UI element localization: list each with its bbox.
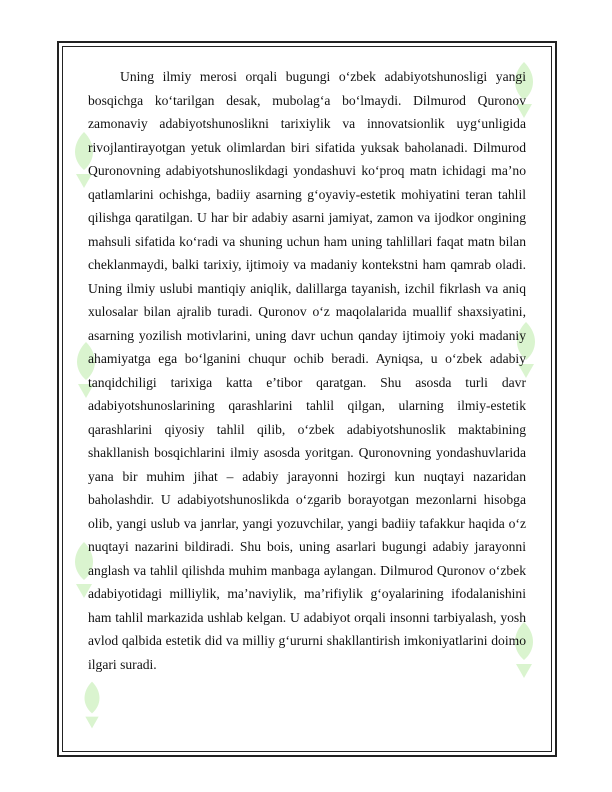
body-paragraph: Uning ilmiy merosi orqali bugungi o‘zbek adabiyotshunosligi yangi bosqichga ko‘tarilgan desak, mubolag‘a bo‘lmaydi. Dilmurod Quronov zamonaviy adabiyotshunoslikni tarixiylik va innovatsionlik uyg‘unligida rivojlantirayotgan yetuk olimlardan biri sifatida yuksak baholanadi. Dilmurod Quronovning adabiyotshunoslikdagi yondashuvi ko‘proq matn ichidagi ma’no qatlamlarini ochishga, badiiy asarning g‘oyaviy-estetik mohiyatini teran tahlil qilishga qaratilgan. U har bir adabiy asarni jamiyat, zamon va ijodkor ongining mahsuli sifatida ko‘radi va shuning uchun ham uning tahlillari faqat matn bilan cheklanmaydi, balki tarixiy, ijtimoiy va madaniy kontekstni ham qamrab oladi. Uning ilmiy uslubi mantiqiy aniqlik, dalillarga tayanish, izchil fikrlash va aniq xulosalar bilan ajralib turadi. Quronov o‘z maqolalarida muallif shaxsiyatini, asarning yozilish motivlarini, uning davr uchun qanday ijtimoiy yoki madaniy ahamiyatga ega bo‘lganini chuqur ochib beradi. Ayniqsa, u o‘zbek adabiy tanqidchiligi tarixiga katta e’tibor qaratgan. Shu asosda turli davr adabiyotshunoslarining qarashlarini tahlil qilgan, ularning ilmiy-estetik qarashlarini qiyosiy tahlil qilib, o‘zbek adabiyotshunoslik maktabining shakllanish bosqichlarini ilmiy asosda yoritgan. Quronovning yondashuvlarida yana bir muhim jihat – adabiy jarayonni hozirgi kun nuqtayi nazaridan baholashdir. U adabiyotshunoslikda o‘zgarib borayotgan mezonlarni hisobga olib, yangi uslub va janrlar, yangi yozuvchilar, yangi badiiy tafakkur haqida o‘z nuqtayi nazarini bildiradi. Shu bois, uning asarlari bugungi adabiy jarayonni anglash va tahlil qilishda muhim manbaga aylangan. Dilmurod Quronov o‘zbek adabiyotidagi milliylik, ma’naviylik, ma’rifiylik g‘oyalarining ifodalanishini ham tahlil markazida ushlab kelgan. U adabiyot orqali insonni tarbiyalash, yosh avlod qalbida estetik did va milliy g‘ururni shakllantirish imkoniyatlarini doimo ilgari suradi.: [88, 69, 526, 672]
